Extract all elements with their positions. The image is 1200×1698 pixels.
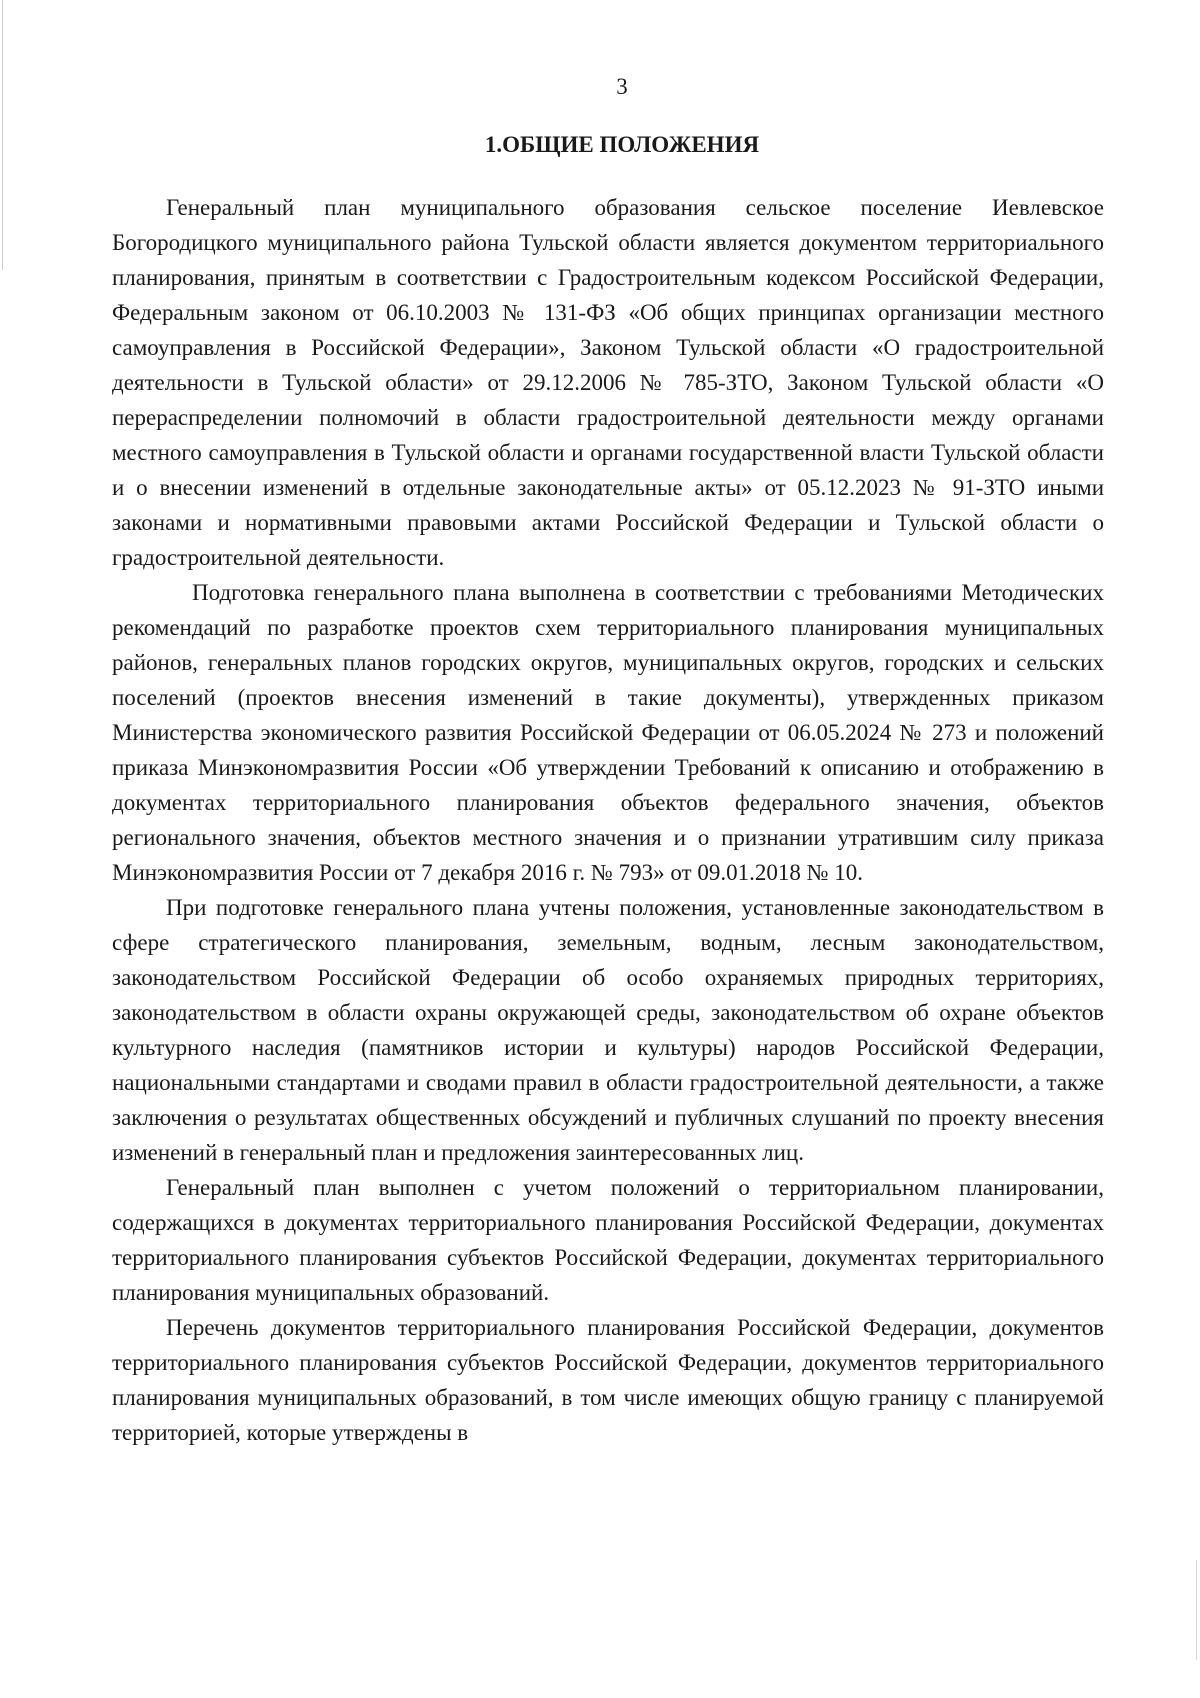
paragraph: Генеральный план выполнен с учетом положений о территориальном планировании, содержащихся в документах территориального планирования Российской Федерации, документах территориального планирования субъектов Российской Федерации, документах территориального планирования муниципальных образований. xyxy=(112,1175,1104,1305)
page-number: 3 xyxy=(616,74,628,99)
paragraph: Перечень документов территориального планирования Российской Федерации, документов территориального планирования субъектов Российской Федерации, документов территориального планирования муниципальных образований, в том числе имеющих общую границу с планируемой территорией, которые утверждены в xyxy=(112,1315,1104,1445)
scan-edge-mark xyxy=(1196,1560,1197,1660)
paragraph: При подготовке генерального плана учтены положения, установленные законодательством в сфере стратегического планирования, земельным, водным, лесным законодательством, законодательством Российской Федерации об особо охраняемых природных территориях, законодательством в области охраны окружающей среды, законодательством об охране объектов культурного наследия (памятников истории и культуры) народов Российской Федерации, национальными стандартами и сводами правил в области градостроительной деятельности, а также заключения о результатах общественных обсуждений и публичных слушаний по проекту внесения изменений в генеральный план и предложения заинтересованных лиц. xyxy=(112,895,1104,1165)
paragraph: Подготовка генерального плана выполнена в соответствии с требованиями Методических рекомендаций по разработке проектов схем территориального планирования муниципальных районов, генеральных планов городских округов, муниципальных округов, городских и сельских поселений (проектов внесения изменений в такие документы), утвержденных приказом Министерства экономического развития Российской Федерации от 06.05.2024 № 273 и положений приказа Минэкономразвития России «Об утверждении Требований к описанию и отображению в документах территориального планирования объектов федерального значения, объектов регионального значения, объектов местного значения и о признании утратившим силу приказа Минэкономразвития России от 7 декабря 2016 г. № 793» от 09.01.2018 № 10. xyxy=(112,580,1104,885)
document-page xyxy=(112,72,1104,1450)
scan-edge-mark xyxy=(2,0,3,270)
paragraph: Генеральный план муниципального образования сельское поселение Иевлевское Богородицкого муниципального района Тульской области является документом территориального планирования, принятым в соответствии с Градостроительным кодексом Российской Федерации, Федеральным законом от 06.10.2003 № 131-ФЗ «Об общих принципах организации местного самоуправления в Российской Федерации», Законом Тульской области «О градостроительной деятельности в Тульской области» от 29.12.2006 № 785-ЗТО, Законом Тульской области «О перераспределении полномочий в области градостроительной деятельности между органами местного самоуправления в Тульской области и органами государственной власти Тульской области и о внесении изменений в отдельные законодательные акты» от 05.12.2023 № 91-ЗТО иными законами и нормативными правовыми актами Российской Федерации и Тульской области о градостроительной деятельности. xyxy=(112,195,1104,570)
section-heading: 1.ОБЩИЕ ПОЛОЖЕНИЯ xyxy=(484,132,760,157)
